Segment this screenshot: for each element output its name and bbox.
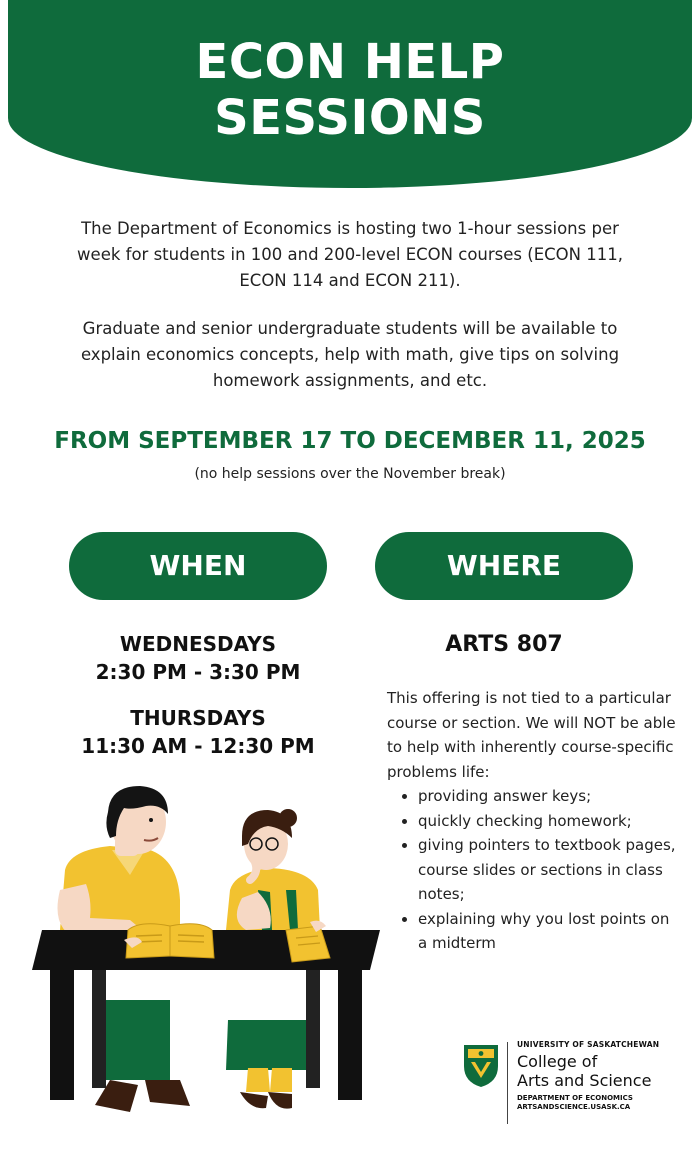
date-range-note: (no help sessions over the November break) bbox=[194, 466, 506, 482]
logo-department-name: DEPARTMENT OF ECONOMICS bbox=[517, 1094, 633, 1102]
open-book bbox=[124, 924, 214, 958]
session-wednesday bbox=[60, 630, 336, 686]
where-heading: WHERE bbox=[375, 532, 633, 600]
offering-description: This offering is not tied to a particular course or section. We will NOT be able to help with inherently course-specific problems life: bbox=[387, 689, 676, 781]
when-heading: WHEN bbox=[69, 532, 327, 600]
session-day: THURSDAYS bbox=[130, 706, 266, 730]
university-logo-block bbox=[463, 1040, 693, 1130]
logo-text bbox=[517, 1040, 695, 1112]
room-location: ARTS 807 bbox=[445, 632, 563, 657]
title-line-2: SESSIONS bbox=[214, 90, 486, 146]
exclusions-list bbox=[387, 784, 677, 956]
offering-details bbox=[387, 686, 677, 956]
header-banner bbox=[8, 0, 692, 188]
list-item: • explaining why you lost points on a midterm bbox=[418, 907, 677, 956]
logo-university: UNIVERSITY OF SASKATCHEWAN bbox=[517, 1040, 660, 1049]
logo-website: ARTSANDSCIENCE.USASK.CA bbox=[517, 1103, 631, 1111]
date-range: FROM SEPTEMBER 17 TO DECEMBER 11, 2025 bbox=[54, 428, 646, 454]
session-time: 2:30 PM - 3:30 PM bbox=[95, 660, 301, 684]
usask-shield-icon bbox=[463, 1044, 499, 1088]
logo-divider bbox=[507, 1042, 508, 1124]
session-day: WEDNESDAYS bbox=[119, 632, 277, 656]
logo-college-line-2: Arts and Science bbox=[517, 1071, 652, 1090]
students-studying-illustration bbox=[20, 780, 390, 1130]
logo-college bbox=[517, 1052, 695, 1090]
intro-paragraph-2: Graduate and senior undergraduate students will be available to explain economics concepts, help with math, give tips on solving homework assignments, and etc. bbox=[80, 319, 620, 390]
page-title bbox=[8, 34, 692, 146]
title-line-1: ECON HELP bbox=[195, 34, 505, 90]
session-time: 11:30 AM - 12:30 PM bbox=[81, 734, 315, 758]
logo-college-line-1: College of bbox=[517, 1052, 598, 1071]
intro-paragraph-1: The Department of Economics is hosting two 1-hour sessions per week for students in 100 and 200-level ECON courses (ECON 111, ECON 114 and ECON 211). bbox=[77, 219, 623, 290]
logo-department bbox=[517, 1094, 695, 1112]
list-item: • quickly checking homework; bbox=[418, 809, 677, 834]
list-item: • providing answer keys; bbox=[418, 784, 677, 809]
session-thursday bbox=[60, 704, 336, 760]
list-item: • giving pointers to textbook pages, course slides or sections in class notes; bbox=[418, 833, 677, 907]
